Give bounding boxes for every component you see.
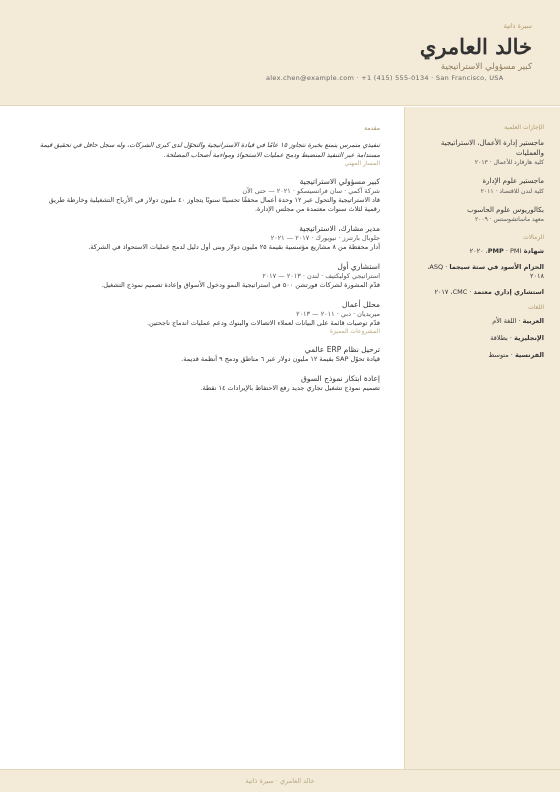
job-description: أدار محفظة من ٨ مشاريع مؤسسية بقيمة ٢٥ مليون دولار وبنى أول دليل لدمج عمليات الاستحواذ في الشركة.	[88, 243, 380, 251]
certification-meta: · CMC، ٢٠١٧	[434, 288, 474, 296]
job-item	[36, 177, 380, 214]
education-title: بكالوريوس علوم الحاسوب	[467, 205, 544, 214]
document-kicker: سيرة ذاتية	[503, 22, 532, 30]
job-item	[36, 224, 380, 252]
job-description: قدّم توصيات قائمة على البيانات لعملاء الاتصالات والبنوك ودعم عمليات اندماج ناجحتين.	[146, 319, 380, 327]
job-meta: جلوبال بارتنرز · نيويورك · ٢٠١٧ — ٢٠٢١	[270, 234, 380, 242]
job-item	[36, 300, 380, 328]
job-meta: استراتيجي كوليكتيف · لندن · ٢٠١٣ — ٢٠١٧	[262, 272, 380, 280]
experience-heading: المسار المهني	[344, 160, 380, 167]
education-item	[417, 139, 544, 167]
project-item	[36, 374, 380, 393]
project-description: قيادة تحوّل SAP بقيمة ١٢ مليون دولار عبر ٦ مناطق ودمج ٩ أنظمة قديمة.	[181, 355, 380, 363]
language-level: · بطلاقة	[490, 334, 515, 342]
certification-meta: · ASQ، ٢٠١٨	[427, 263, 544, 280]
language-name: الإنجليزية	[514, 334, 544, 342]
job-meta: شركة آكمي · سان فرانسيسكو · ٢٠٢١ — حتى الآن	[242, 187, 380, 195]
certification-name: استشاري إداري معتمد	[473, 288, 544, 296]
certifications-heading: الزمالات	[523, 234, 544, 241]
job-description: قاد الاستراتيجية والتحول عبر ١٢ وحدة أعمال محققًا تحسينًا سنويًا يتجاوز ٤٠ مليون دولار في الأرباح التشغيلية وخارطة طريق رقمية لثلاث سنوات معتمدة من مجلس الإدارة.	[48, 196, 380, 213]
certification-name: شهادة PMP	[487, 247, 544, 255]
project-title: إعادة ابتكار نموذج السوق	[301, 374, 380, 383]
job-title: مدير مشارك، الاستراتيجية	[299, 224, 380, 233]
summary-text: تنفيذي متمرس يتمتع بخبرة تتجاوز ١٥ عامًا في قيادة الاستراتيجية والتحوّل لدى كبرى الشركات، وله سجل حافل في تحقيق قيمة مستدامة عبر التنفيذ المنضبط ودمج عمليات الاستحواذ ومواءمة أصحاب المصلحة.	[39, 141, 380, 159]
education-meta: كلية لندن للاقتصاد · ٢٠١١	[480, 187, 544, 195]
education-item	[417, 177, 544, 196]
contact-line: alex.chen@example.com · +1 (415) 555-0134 · San Francisco, USA	[266, 74, 504, 82]
education-meta: معهد ماساتشوستس · ٢٠٠٩	[474, 216, 544, 223]
language-item	[417, 351, 544, 360]
certification-meta: · PMI، ٢٠٢٠	[469, 247, 522, 255]
education-title: ماجستير إدارة الأعمال، الاستراتيجية والعمليات	[440, 139, 544, 157]
projects-heading: المشروعات المميزة	[329, 328, 380, 335]
project-item	[36, 345, 380, 364]
project-title: ترحيل نظام ERP عالمي	[304, 345, 380, 354]
footer: خالد العامري · سيرة ذاتية	[0, 769, 560, 792]
language-level: · اللغة الأم	[492, 317, 523, 325]
education-meta: كلية هارفارد للأعمال · ٢٠١٣	[474, 159, 544, 166]
certification-item	[417, 288, 544, 297]
job-description: قدّم المشورة لشركات فورتشن ٥٠٠ في استراتيجية النمو ودخول الأسواق وإعادة تصميم نموذج التشغيل.	[101, 281, 380, 289]
person-name: خالد العامري	[419, 34, 532, 59]
languages-heading: اللغات	[528, 304, 544, 311]
education-title: ماجستير علوم الإدارة	[482, 177, 544, 185]
main-content	[36, 125, 380, 403]
certification-item	[417, 247, 544, 256]
job-title: كبير مسؤولي الاستراتيجية	[299, 177, 380, 186]
education-item	[417, 206, 544, 225]
language-item	[417, 334, 544, 343]
person-role: كبير مسؤولي الاستراتيجية	[440, 62, 532, 72]
summary-heading: مقدمة	[364, 125, 380, 132]
header	[0, 0, 560, 106]
sidebar	[404, 107, 560, 769]
job-title: استشاري أول	[337, 262, 380, 271]
job-item	[36, 262, 380, 290]
certification-item	[417, 263, 544, 281]
language-item	[417, 317, 544, 326]
language-level: · متوسط	[488, 351, 515, 359]
education-heading: الإجازات العلمية	[504, 124, 544, 131]
certification-name: الحزام الأسود في ستة سيجما	[449, 263, 544, 271]
language-name: العربية	[522, 317, 544, 325]
project-description: تصميم نموذج تشغيل تجاري جديد رفع الاحتفاظ بالإيرادات ١٤ نقطة.	[200, 384, 380, 392]
job-meta: ميريديان · دبي · ٢٠١١ — ٢٠١٣	[296, 310, 380, 318]
job-title: محلل أعمال	[341, 300, 380, 309]
language-name: الفرنسية	[514, 351, 544, 359]
